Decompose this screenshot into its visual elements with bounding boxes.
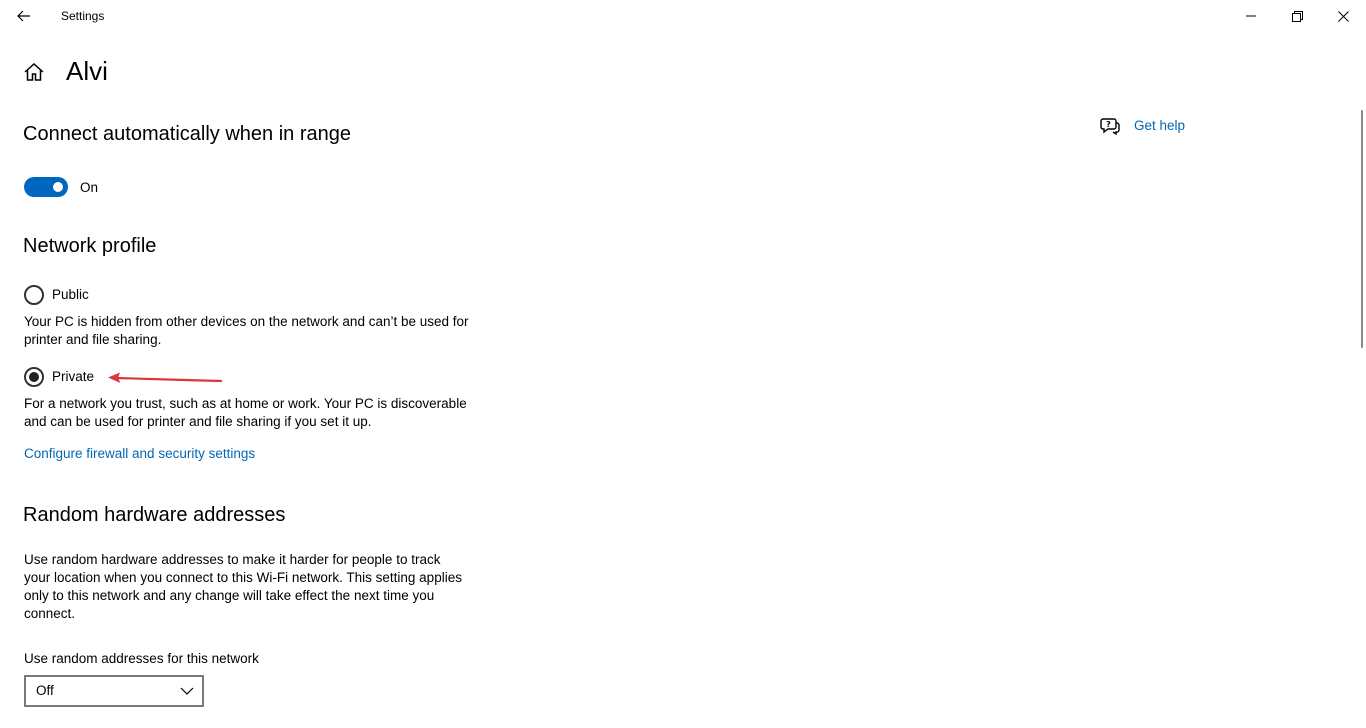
back-button[interactable] [8, 0, 40, 32]
close-icon [1338, 11, 1349, 22]
home-button[interactable] [20, 58, 48, 86]
configure-firewall-link[interactable]: Configure firewall and security settings [24, 446, 256, 461]
toggle-state-label: On [80, 180, 99, 195]
private-radio-label[interactable]: Private [52, 369, 95, 384]
arrow-left-icon [17, 10, 31, 22]
public-radio-label[interactable]: Public [52, 287, 89, 302]
page-title: Alvi [66, 56, 108, 86]
chat-help-icon [1100, 117, 1120, 135]
home-icon [24, 63, 44, 81]
public-radio[interactable] [24, 285, 44, 305]
chevron-down-icon [180, 684, 194, 698]
private-description: For a network you trust, such as at home or work. Your PC is discoverable and can be used for printer and file sharing if you set it up. [24, 396, 467, 429]
connect-auto-heading: Connect automatically when in range [23, 123, 351, 145]
restore-button[interactable] [1274, 0, 1320, 32]
random-hw-heading: Random hardware addresses [23, 504, 286, 526]
restore-icon [1292, 11, 1303, 22]
network-profile-heading: Network profile [23, 235, 157, 257]
title-bar [0, 0, 1366, 32]
get-help-link[interactable]: Get help [1134, 118, 1186, 133]
private-radio[interactable] [24, 367, 44, 387]
connect-auto-toggle[interactable] [24, 177, 68, 197]
toggle-knob [53, 182, 63, 192]
annotation-arrow [106, 370, 224, 386]
minimize-icon [1246, 11, 1256, 21]
minimize-button[interactable] [1228, 0, 1274, 32]
random-addresses-select[interactable] [24, 675, 204, 707]
random-hw-description: Use random hardware addresses to make it harder for people to track your location when you connect to this Wi-Fi network. This setting applies only to this network and any change will take effect the next time you connect. [24, 552, 462, 621]
random-hw-select-label: Use random addresses for this network [24, 651, 259, 666]
svg-text:?: ? [1106, 120, 1111, 129]
close-button[interactable] [1320, 0, 1366, 32]
scrollbar[interactable] [1361, 110, 1363, 348]
app-title: Settings [61, 9, 105, 23]
select-value: Off [36, 683, 54, 698]
public-description: Your PC is hidden from other devices on the network and can’t be used for printer and file sharing. [24, 314, 469, 347]
